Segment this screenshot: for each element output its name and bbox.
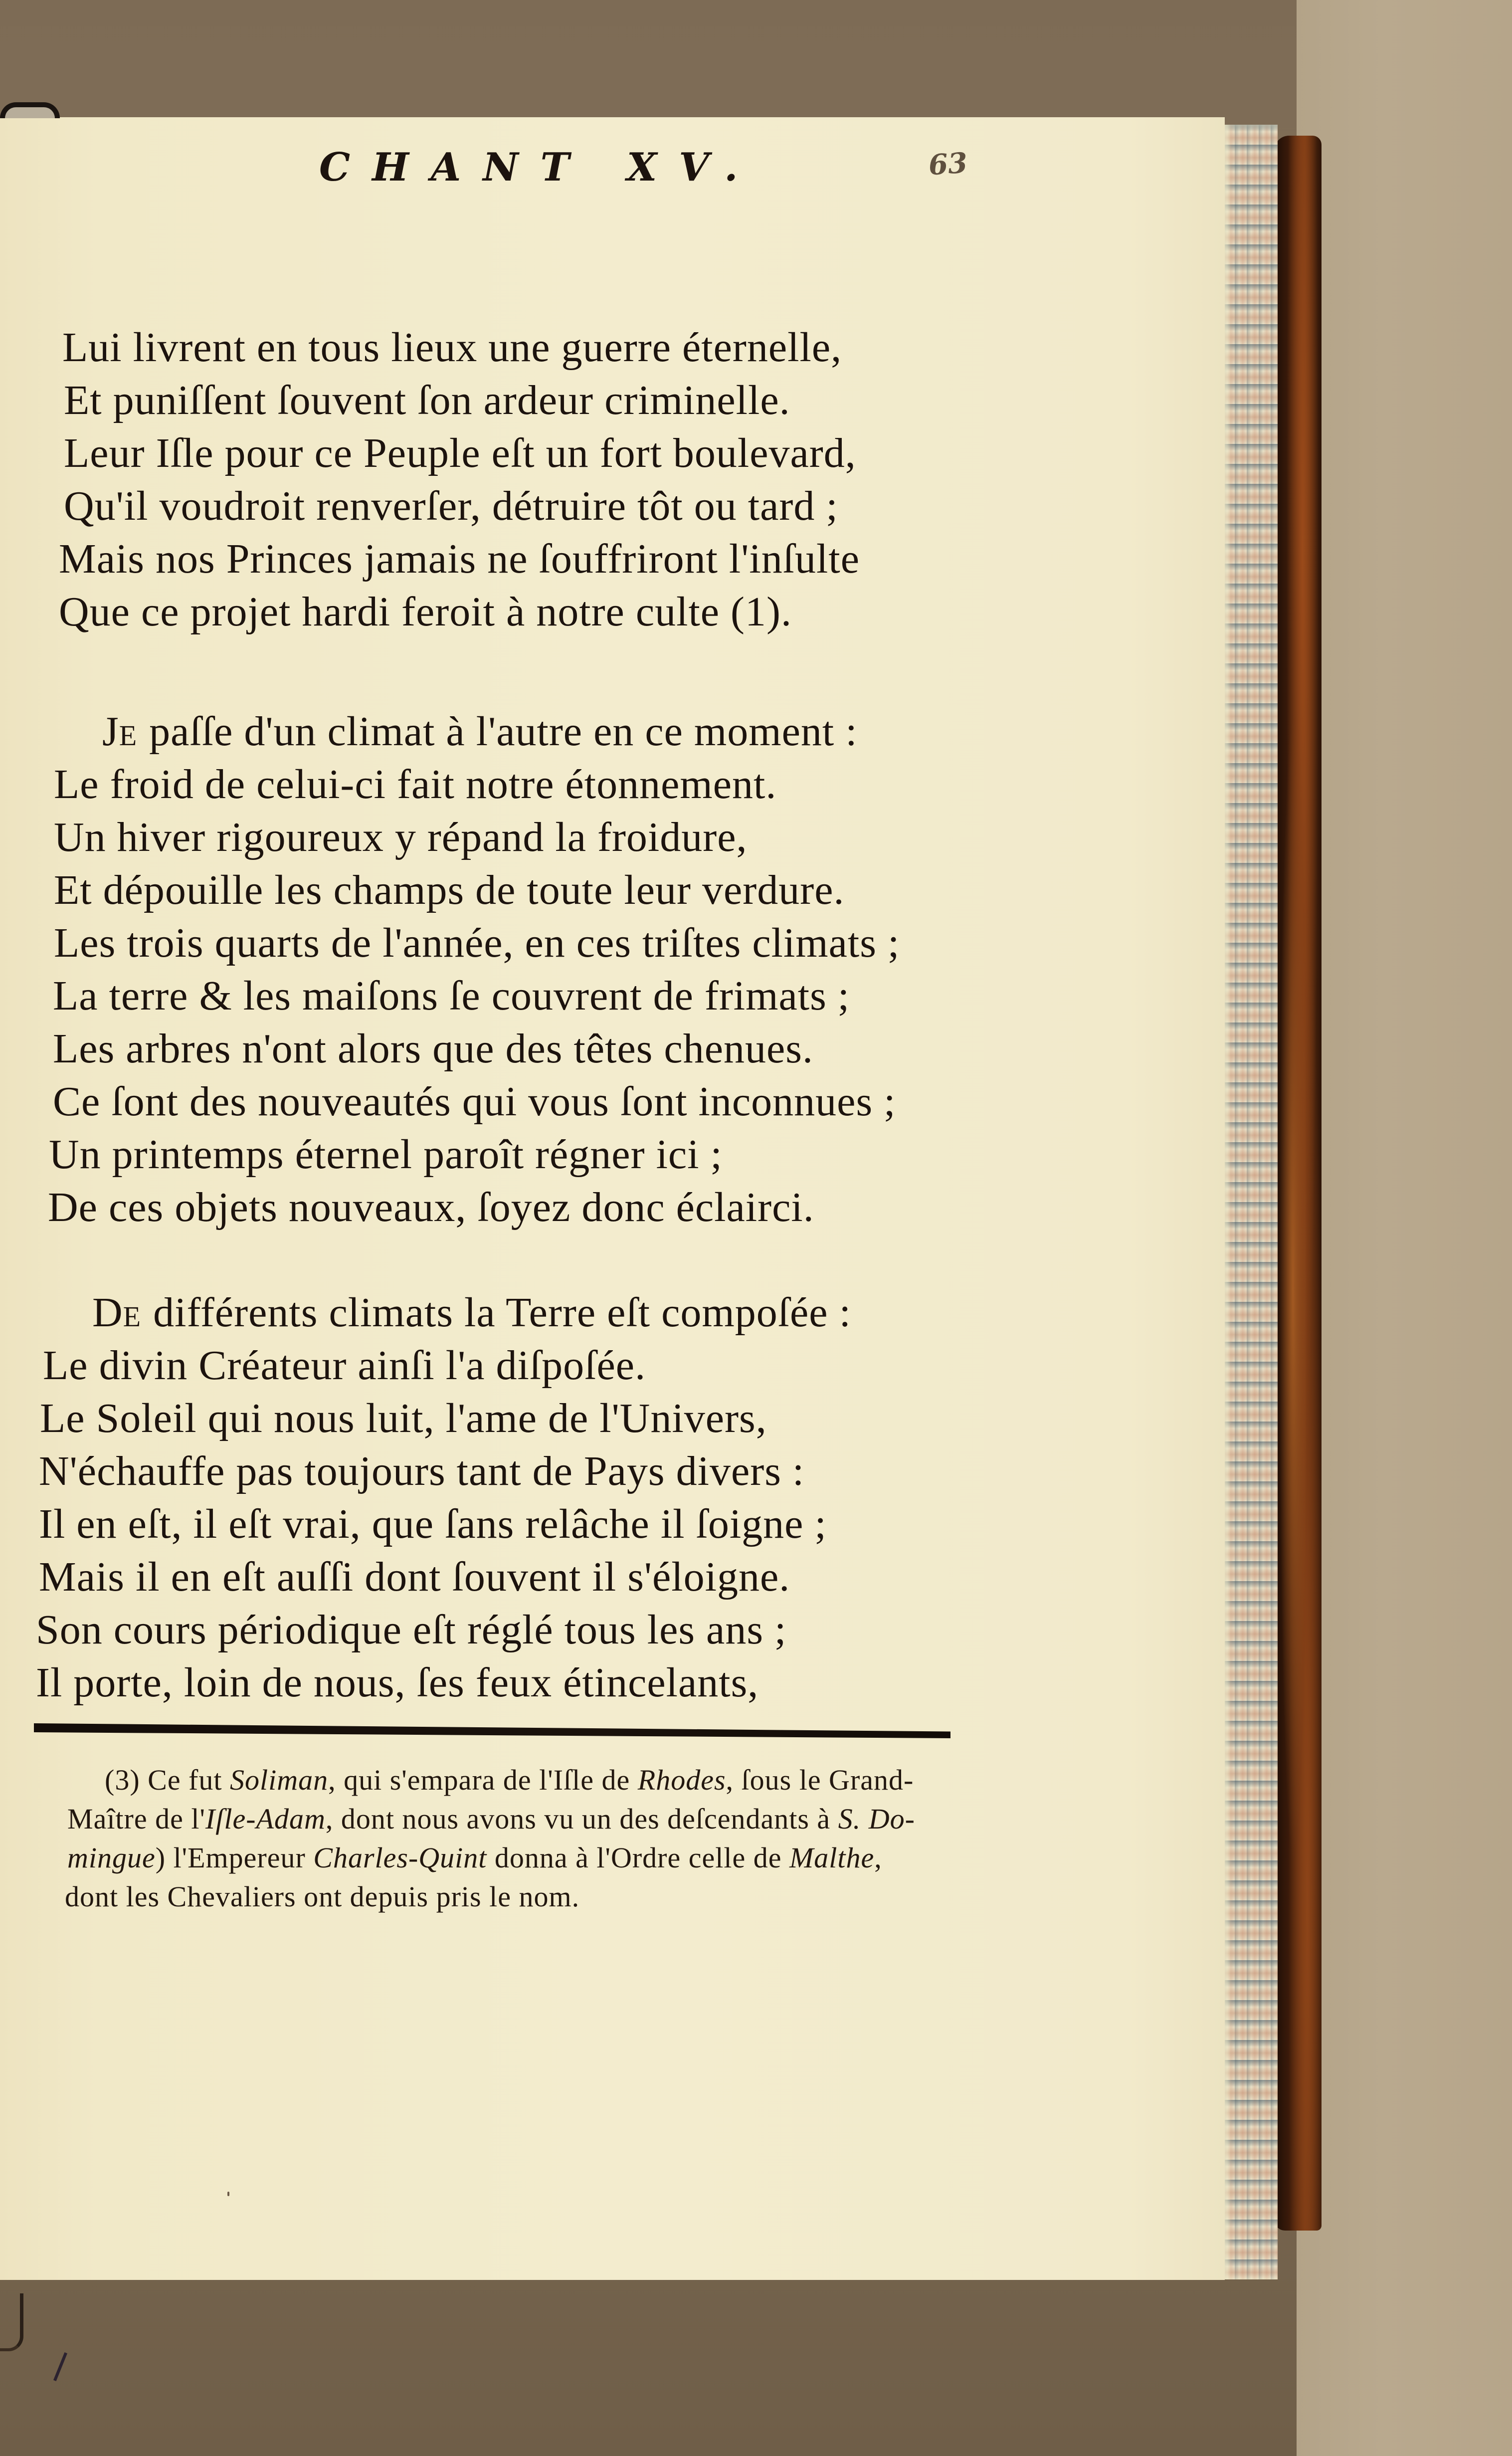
page-number: 63 <box>927 146 969 182</box>
drop-initial: J <box>102 708 119 755</box>
verse-line: Ce ſont des nouveautés qui vous ſont inconnues ; <box>53 1078 896 1125</box>
verse-line <box>102 708 858 755</box>
italic-term: Malthe <box>789 1842 875 1874</box>
verse-line: Leur Iſle pour ce Peuple eſt un fort boulevard, <box>64 430 856 476</box>
footnote-text: Maître de l' <box>67 1803 205 1835</box>
verse-line: Les trois quarts de l'année, en ces triſtes climats ; <box>54 920 900 966</box>
line-text: paſſe d'un climat à l'autre en ce moment : <box>138 708 858 755</box>
verse-line <box>92 1289 851 1336</box>
verse-line: Que ce projet hardi feroit à notre culte (1). <box>59 589 792 635</box>
verse-line: Mais il en eſt auſſi dont ſouvent il s'éloigne. <box>39 1554 790 1600</box>
verse-line: De ces objets nouveaux, ſoyez donc éclairci. <box>48 1184 814 1230</box>
corner-mark <box>0 2293 23 2351</box>
footnote-text: , ſous le Grand- <box>726 1764 914 1796</box>
footnote-line <box>105 1766 914 1795</box>
italic-term: Charles-Quint <box>313 1842 487 1874</box>
footnote-text: donna à l'Ordre celle de <box>487 1842 789 1874</box>
footnote-text: , qui s'empara de l'Iſle de <box>328 1764 638 1796</box>
verse-line: Qu'il voudroit renverſer, détruire tôt ou tard ; <box>64 483 838 529</box>
verse-line: Les arbres n'ont alors que des têtes chenues. <box>53 1025 813 1072</box>
verse-line: Le Soleil qui nous luit, l'ame de l'Univers, <box>40 1395 767 1441</box>
verse-line: Le froid de celui-ci fait notre étonnement. <box>54 761 777 808</box>
verse-line: N'échauffe pas toujours tant de Pays divers : <box>39 1448 805 1494</box>
verse-line: Un hiver rigoureux y répand la froidure, <box>54 814 748 860</box>
italic-term: Iſle-Adam <box>205 1803 326 1835</box>
chapter-title: CHANT XV. <box>319 145 760 190</box>
footnote-text: , dont nous avons vu un des deſcendants à <box>325 1803 838 1835</box>
verse-line: Et puniſſent ſouvent ſon ardeur criminelle. <box>64 377 790 423</box>
verse-line: Lui livrent en tous lieux une guerre éternelle, <box>62 324 842 371</box>
verse-line: La terre & les maiſons ſe couvrent de frimats ; <box>53 973 850 1019</box>
italic-term: mingue <box>67 1842 156 1874</box>
italic-term: Rhodes <box>637 1764 726 1796</box>
running-head <box>0 139 1225 199</box>
page-corner-clip <box>0 102 60 118</box>
small-cap: E <box>123 1300 143 1333</box>
footnote-text: ) l'Empereur <box>155 1842 314 1874</box>
verse-line: Son cours périodique eſt réglé tous les ans ; <box>36 1607 787 1653</box>
paper-speck <box>227 2192 229 2196</box>
leather-cover-edge <box>1274 136 1322 2231</box>
italic-term: S. Do- <box>838 1803 915 1835</box>
verse-line: Mais nos Princes jamais ne ſouffriront l'inſulte <box>59 536 860 582</box>
drop-initial: D <box>92 1289 123 1336</box>
footnote-text: dont les Chevaliers ont depuis pris le nom. <box>65 1880 580 1913</box>
small-cap: E <box>119 719 139 752</box>
footnote-line <box>65 1882 579 1911</box>
footnote-line <box>67 1843 882 1872</box>
italic-term: Soliman <box>230 1764 329 1796</box>
footnote-line <box>67 1805 915 1834</box>
marbled-fore-edge <box>1223 125 1278 2279</box>
verse-line: Il en eſt, il eſt vrai, que ſans relâche il ſoigne ; <box>39 1501 827 1547</box>
verse-line: Le divin Créateur ainſi l'a diſpoſée. <box>43 1342 646 1389</box>
verse-line: Et dépouille les champs de toute leur verdure. <box>54 867 845 913</box>
footnote-text: (3) Ce fut <box>105 1764 230 1796</box>
verse-line: Il porte, loin de nous, ſes feux étincelants, <box>36 1659 759 1706</box>
footnote-text: , <box>874 1842 882 1874</box>
verse-line: Un printemps éternel paroît régner ici ; <box>49 1131 723 1178</box>
ink-mark <box>53 2352 67 2381</box>
background-right <box>1297 0 1512 2456</box>
line-text: différents climats la Terre eſt compoſée : <box>142 1289 851 1336</box>
